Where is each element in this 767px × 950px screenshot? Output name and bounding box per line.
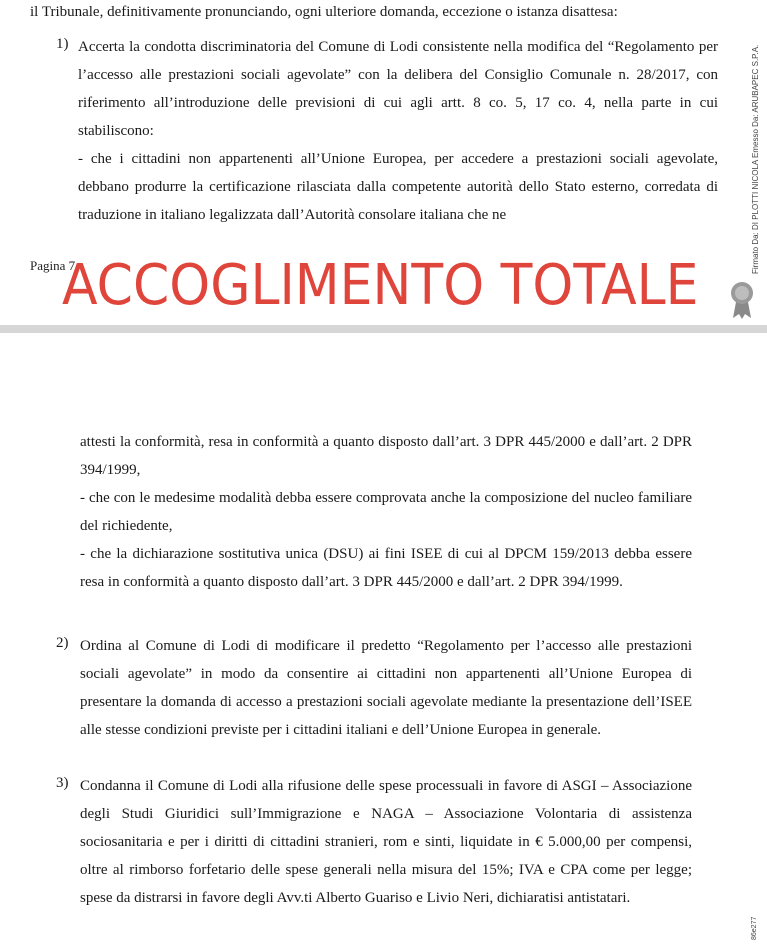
stamp-accoglimento-totale: ACCOGLIMENTO TOTALE <box>62 253 699 319</box>
continuation-1: attesti la conformità, resa in conformità a quanto disposto dall’art. 3 DPR 445/2000 e dall’art. 2 DPR 394/1999, <box>80 434 692 478</box>
item-1-text <box>78 33 718 229</box>
item-1-main: Accerta la condotta discriminatoria del Comune di Lodi consistente nella modifica del “Regolamento per l’accesso alle prestazioni sociali agevolate” con la delibera del Consiglio Comunale n. 28/2017, con riferimento all’introduzione delle previsioni di cui agli artt. 8 co. 5, 17 co. 4, nella parte in cui stabiliscono: <box>78 39 718 139</box>
document-page-bottom <box>0 333 767 950</box>
continuation-text <box>80 428 692 596</box>
document-page-top <box>0 0 767 325</box>
item-number-3: 3) <box>56 775 69 791</box>
page-number-label: Pagina 7 <box>30 258 76 273</box>
signature-seal-icon <box>727 280 757 320</box>
item-1-bullet: - che i cittadini non appartenenti all’Unione Europea, per accedere a prestazioni sociali agevolate, debbano produrre la certificazione rilasciata dalla competente autorità dello Stato esterno, corredata di traduzione in italiano legalizzata dall’Autorità consolare italiana che ne <box>78 151 718 223</box>
item-3-text: Condanna il Comune di Lodi alla rifusione delle spese processuali in favore di ASGI – Associazione degli Studi Giuridici sull’Immigrazione e NAGA – Associazione Volontaria di assistenza sociosanitaria e per i diritti di cittadini stranieri, rom e sinti, liquidate in € 5.000,00 per compensi, oltre al rimborso forfetario delle spese generali nella misura del 15%; IVA e CPA come per legge; spese da distrarsi in favore degli Avv.ti Alberto Guariso e Livio Neri, dichiaratisi antistatari. <box>80 778 692 906</box>
item-number-2: 2) <box>56 635 69 651</box>
item-number-1: 1) <box>56 36 69 52</box>
digital-signature-side-text: Firmato Da: DI PLOTTI NICOLA Emesso Da: ARUBAPEC S.P.A. <box>751 44 760 274</box>
item-2-text: Ordina al Comune di Lodi di modificare il predetto “Regolamento per l’accesso alle prestazioni sociali agevolate” in modo da consentire ai cittadini non appartenenti all’Unione Europea di presentare la domanda di accesso a prestazioni sociali agevolate mediante la presentazione dell’ISEE alle stesse condizioni previste per i cittadini italiani e dell’Unione Europea in generale. <box>80 638 692 738</box>
side-document-code: 86e277 <box>751 916 758 940</box>
continuation-3: - che la dichiarazione sostitutiva unica (DSU) ai fini ISEE di cui al DPCM 159/2013 debba essere resa in conformità a quanto disposto dall’art. 3 DPR 445/2000 e dall’art. 2 DPR 394/1999. <box>80 546 692 590</box>
intro-line: il Tribunale, definitivamente pronunciando, ogni ulteriore domanda, eccezione o istanza disattesa: <box>30 4 618 20</box>
continuation-2: - che con le medesime modalità debba essere comprovata anche la composizione del nucleo familiare del richiedente, <box>80 490 692 534</box>
